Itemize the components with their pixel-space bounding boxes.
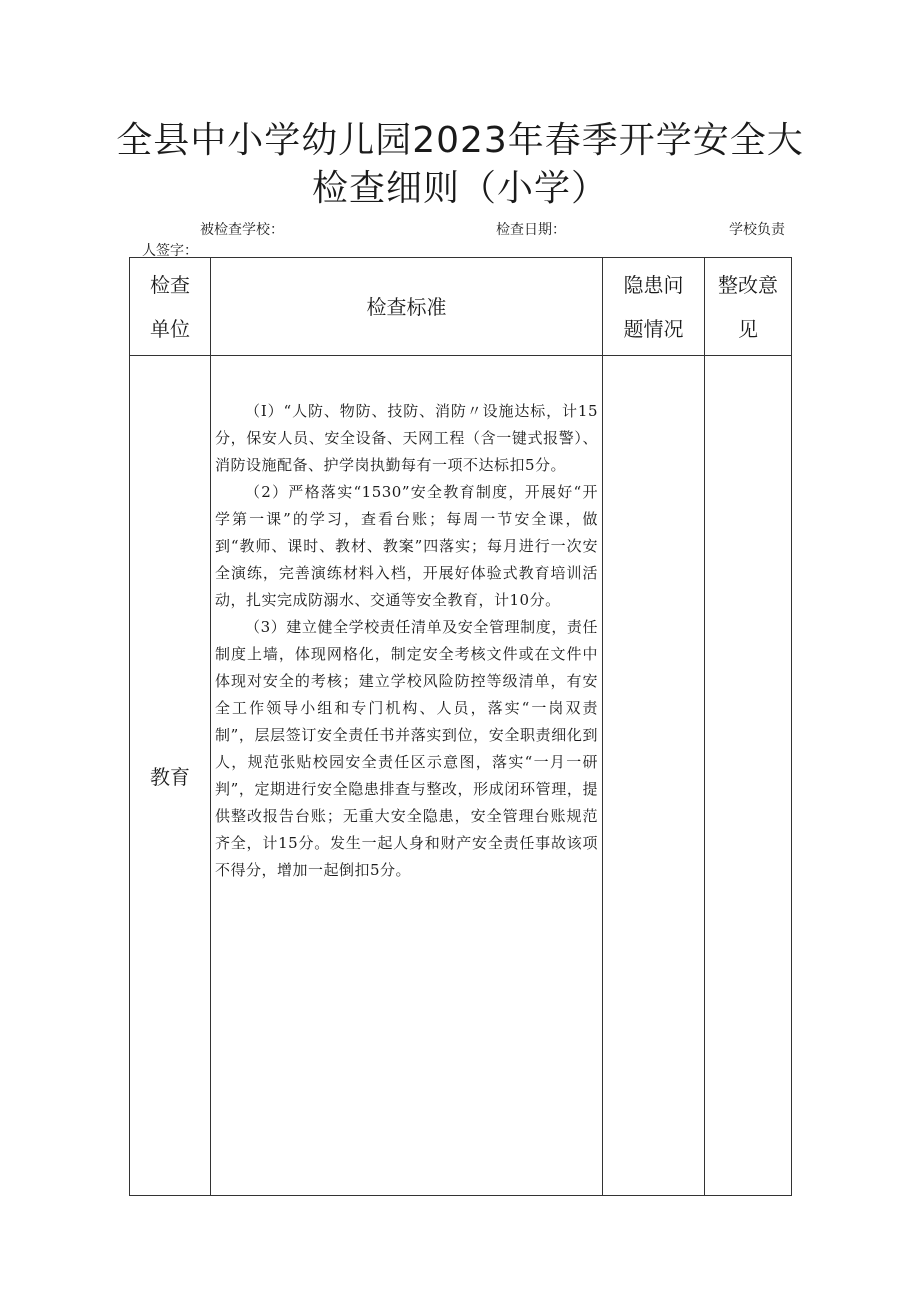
header-standard: 检查标准 — [366, 294, 447, 319]
hazard-cell[interactable] — [603, 356, 705, 1196]
standard-paragraph-1: （I）“人防、物防、技防、消防〃设施达标，计15分，保安人员、安全设备、天网工程（含一键式报警）、消防设施配备、护学岗执勤每有一项不达标扣5分。 — [215, 402, 598, 474]
unit-cell — [130, 356, 211, 1196]
header-unit-line-2: 单位 — [150, 316, 190, 341]
header-standard-cell — [211, 258, 603, 356]
inspection-date-label: 检查日期： — [496, 222, 566, 238]
header-unit-line-1: 检查 — [150, 272, 190, 297]
header-rectify-line-2: 见 — [738, 316, 758, 341]
standard-paragraph-2: （2）严格落实“1530”安全教育制度，开展好“开学第一课”的学习，查看台账；每周一节安全课，做到“教师、课时、教材、教案”四落实；每月进行一次安全演练，完善演练材料入档，开展好体验式教育培训活动，扎实完成防溺水、交通等安全教育，计10分。 — [215, 483, 598, 609]
standard-cell — [211, 356, 603, 1196]
signature-label-part-2: 人签字： — [142, 243, 198, 259]
signature-label-part-1: 学校负责 — [729, 222, 785, 238]
header-hazard-line-1: 隐患问 — [623, 272, 684, 297]
unit-name: 教育 — [150, 765, 190, 789]
header-unit-cell — [130, 258, 211, 356]
inspection-table — [129, 257, 792, 1196]
table-header-row — [130, 258, 792, 356]
header-hazard-cell — [603, 258, 705, 356]
document-title-line-2: 检查细则（小学） — [311, 168, 608, 209]
standard-paragraph-3: （3）建立健全学校责任清单及安全管理制度，责任制度上墙，体现网格化，制定安全考核文件或在文件中体现对安全的考核；建立学校风险防控等级清单，有安全工作领导小组和专门机构、人员，落实“一岗双责制”，层层签订安全责任书并落实到位，安全职责细化到人，规范张贴校园安全责任区示意图，落实“一月一研判”，定期进行安全隐患排查与整改，形成闭环管理，提供整改报告台账；无重大安全隐患，安全管理台账规范齐全，计15分。发生一起人身和财产安全责任事故该项不得分，增加一起倒扣5分。 — [215, 618, 598, 879]
table-row — [130, 356, 792, 1196]
document-title-line-1: 全县中小学幼儿园2023年春季开学安全大 — [116, 120, 804, 161]
header-hazard-line-2: 题情况 — [623, 316, 684, 341]
header-rectify-cell — [705, 258, 792, 356]
inspected-school-label: 被检查学校： — [200, 222, 284, 238]
header-rectify-line-1: 整改意 — [718, 272, 778, 297]
rectify-cell[interactable] — [705, 356, 792, 1196]
